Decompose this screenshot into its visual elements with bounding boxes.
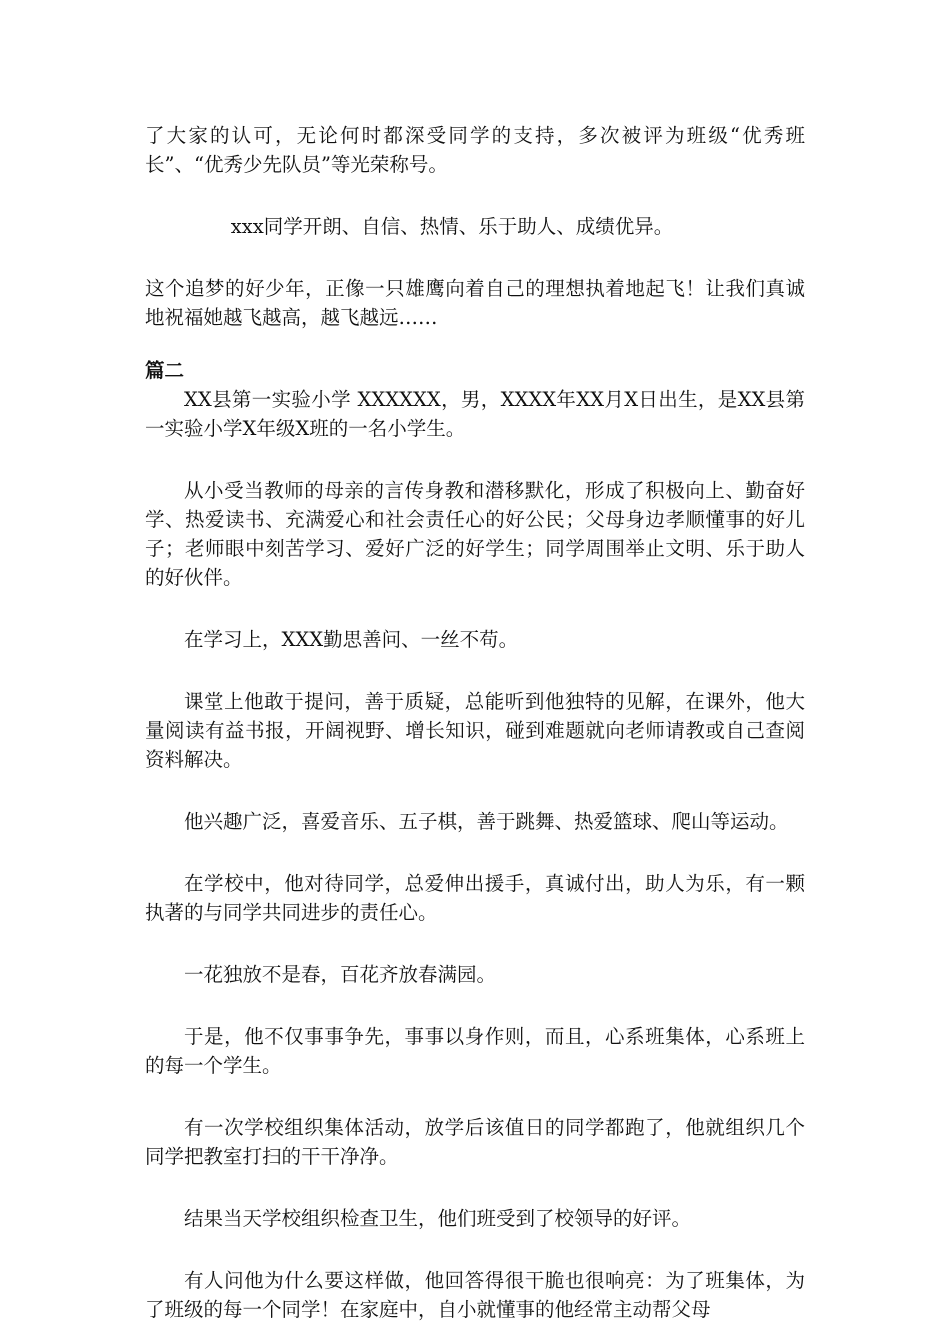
paragraph: 结果当天学校组织检查卫生，他们班受到了校领导的好评。 — [184, 1207, 692, 1230]
paragraph: 这个追梦的好少年，正像一只雄鹰向着自己的理想执着地起飞！让我们真诚地祝福她越飞越高，越飞越远…… — [145, 277, 805, 329]
paragraph: 从小受当教师的母亲的言传身教和潜移默化，形成了积极向上、勤奋好学、热爱读书、充满爱心和社会责任心的好公民；父母身边孝顺懂事的好儿子；老师眼中刻苦学习、爱好广泛的好学生；同学周围举止文明、乐于助人的好伙伴。 — [145, 479, 805, 589]
document-page — [145, 121, 805, 1324]
paragraph: 在学校中，他对待同学，总爱伸出援手，真诚付出，助人为乐，有一颗执著的与同学共同进步的责任心。 — [145, 872, 805, 924]
paragraph: 课堂上他敢于提问，善于质疑，总能听到他独特的见解，在课外，他大量阅读有益书报，开阔视野、增长知识，碰到难题就向老师请教或自己查阅资料解决。 — [145, 690, 805, 771]
paragraph: 在学习上，XXX勤思善问、一丝不苟。 — [184, 628, 519, 651]
paragraph: 了大家的认可，无论何时都深受同学的支持，多次被评为班级“优秀班长”、“优秀少先队员”等光荣称号。 — [145, 124, 805, 176]
paragraph: 有一次学校组织集体活动，放学后该值日的同学都跑了，他就组织几个同学把教室打扫的干干净净。 — [145, 1116, 805, 1168]
paragraph: XX县第一实验小学 XXXXXX，男，XXXX年XX月X日出生，是XX县第一实验小学X年级X班的一名小学生。 — [145, 388, 805, 440]
section-heading: 篇二 — [145, 359, 185, 382]
paragraph: 一花独放不是春，百花齐放春满园。 — [184, 963, 497, 986]
paragraph: 于是，他不仅事事争先，事事以身作则，而且，心系班集体，心系班上的每一个学生。 — [145, 1025, 805, 1077]
paragraph: xxx同学开朗、自信、热情、乐于助人、成绩优异。 — [230, 215, 674, 238]
paragraph: 有人问他为什么要这样做，他回答得很干脆也很响亮：为了班集体，为了班级的每一个同学！在家庭中，自小就懂事的他经常主动帮父母 — [145, 1269, 805, 1321]
paragraph: 他兴趣广泛，喜爱音乐、五子棋，善于跳舞、热爱篮球、爬山等运动。 — [184, 810, 789, 833]
